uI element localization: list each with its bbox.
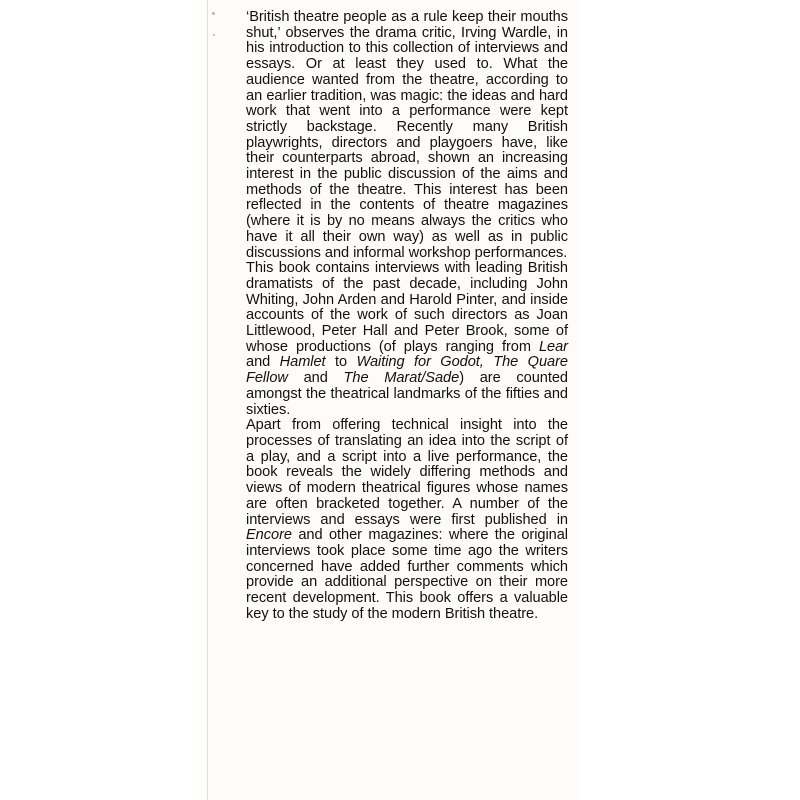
italic-title: Waiting for Godot, The Quare Fellow <box>246 354 568 387</box>
text-run: and <box>287 370 344 387</box>
text-run: Apart from offering technical insight into the processes of translating an idea into the script of a play, and a script into a live performance, the book reveals the widely differing methods and views of modern theatrical figures whose names are often bracketed together. A number of the interviews and essays were first published in <box>246 417 568 528</box>
text-run: This book contains interviews with leading British dramatists of the past decade, including John Whiting, John Arden and Harold Pinter, and inside accounts of the work of such directors as Joan Littlewood, Peter Hall and Peter Brook, some of whose productions (of plays ranging from <box>246 260 568 355</box>
text-run: and <box>246 354 280 371</box>
italic-title: The Marat/Sade <box>343 370 460 387</box>
text-run: ) are counted amongst the theatrical landmarks of the fifties and sixties. <box>246 370 568 418</box>
italic-title: Hamlet <box>279 354 326 371</box>
paragraph-3 <box>246 418 568 622</box>
text-run: and other magazines: where the original interviews took place some time ago the writers concerned have added further comments which provide an additional perspective on their more recent development. This book offers a valuable key to the study of the modern British theatre. <box>246 527 568 622</box>
text-run: ‘British theatre people as a rule keep their mouths shut,’ observes the drama critic, Irving Wardle, in his introduction to this collection of interviews and essays. Or at least they used to. What the audience wanted from the theatre, according to an earlier tradition, was magic: the ideas and hard work that went into a performance were kept strictly backstage. Recently many British playwrights, directors and playgoers have, like their counterparts abroad, shown an increasing interest in the public discussion of the aims and methods of the theatre. This interest has been reflected in the contents of theatre magazines (where it is by no means always the critics who have it all their own way) as well as in public discussions and informal workshop performances. <box>246 9 568 261</box>
paper-speck <box>213 34 215 36</box>
paragraph-1 <box>246 10 568 261</box>
paragraph-2 <box>246 261 568 418</box>
paper-fold-line <box>207 0 208 800</box>
italic-title: Lear <box>538 338 568 355</box>
paper-speck <box>212 12 215 15</box>
text-run: to <box>325 354 357 371</box>
body-text <box>246 10 568 622</box>
italic-title: Encore <box>246 527 292 544</box>
